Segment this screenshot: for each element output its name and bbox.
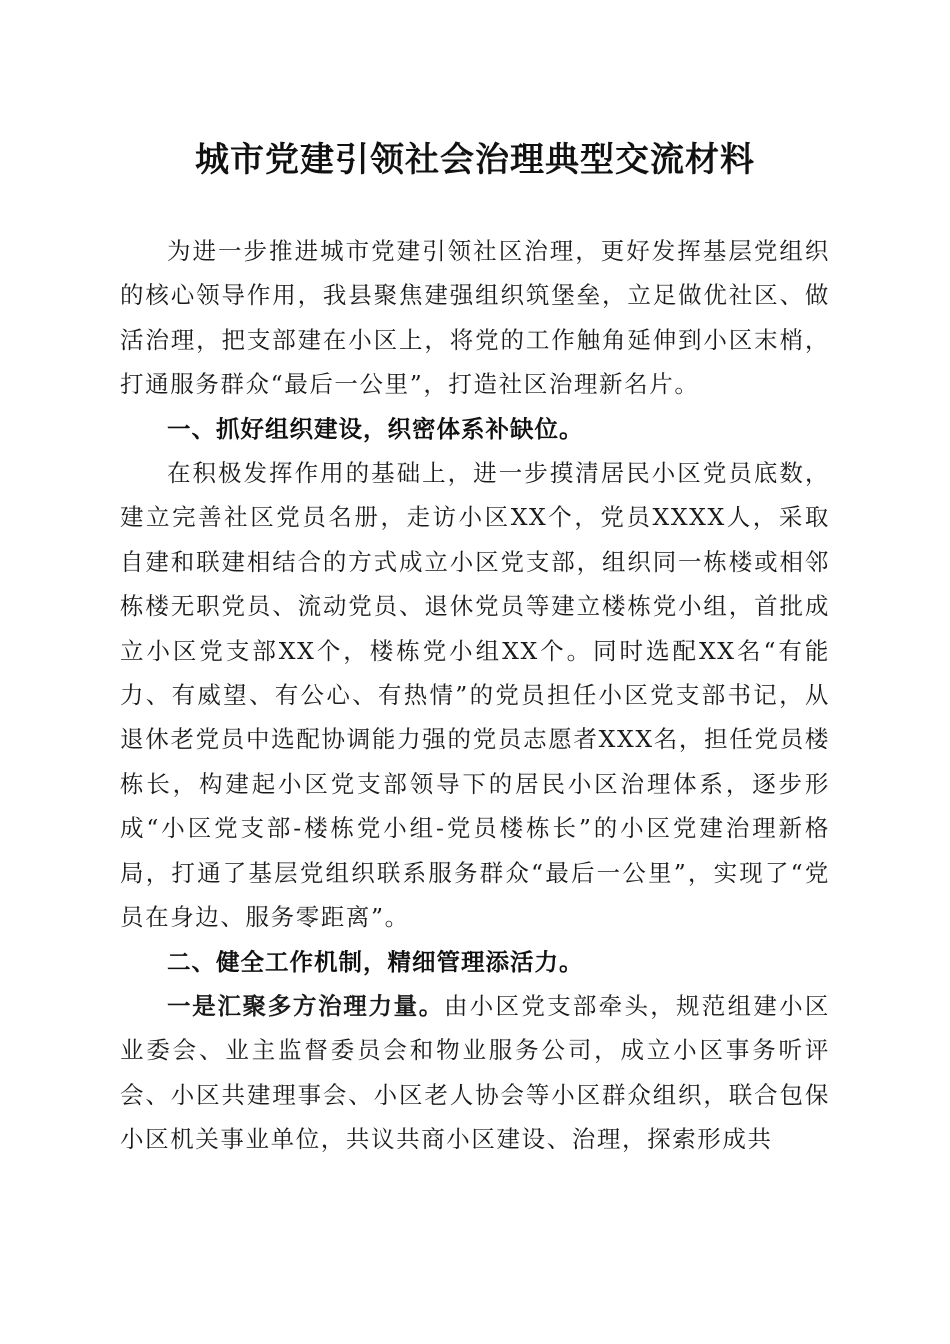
section-1-paragraph: 在积极发挥作用的基础上，进一步摸清居民小区党员底数，建立完善社区党员名册，走访小区XX个，党员XXXX人，采取自建和联建相结合的方式成立小区党支部，组织同一栋楼或相邻栋楼无职党员、流动党员、退休党员等建立楼栋党小组，首批成立小区党支部XX个，楼栋党小组XX个。同时选配XX名“有能力、有威望、有公心、有热情”的党员担任小区党支部书记，从退休老党员中选配协调能力强的党员志愿者XXX名，担任党员楼栋长，构建起小区党支部领导下的居民小区治理体系，逐步形成“小区党支部-楼栋党小组-党员楼栋长”的小区党建治理新格局，打通了基层党组织联系服务群众“最后一公里”，实现了“党员在身边、服务零距离”。 xyxy=(120,459,830,932)
intro-paragraph: 为进一步推进城市党建引领社区治理，更好发挥基层党组织的核心领导作用，我县聚焦建强组织筑堡垒，立足做优社区、做活治理，把支部建在小区上，将党的工作触角延伸到小区末梢，打通服务群众“最后一公里”，打造社区治理新名片。 xyxy=(120,237,830,399)
section-2-lead: 一是汇聚多方治理力量。 xyxy=(167,991,444,1020)
section-2-text: 由小区党支部牵头，规范组建小区业委会、业主监督委员会和物业服务公司，成立小区事务听评会、小区共建理事会、小区老人协会等小区群众组织，联合包保小区机关事业单位，共议共商小区建设、治理，探索形成共 xyxy=(120,991,831,1154)
document-title: 城市党建引领社会治理典型交流材料 xyxy=(195,140,755,180)
document-body xyxy=(120,229,830,1162)
section-2-paragraph xyxy=(120,984,830,1162)
section-2-heading: 二、健全工作机制，精细管理添活力。 xyxy=(167,947,584,976)
section-1-heading: 一、抓好组织建设，织密体系补缺位。 xyxy=(167,414,584,443)
